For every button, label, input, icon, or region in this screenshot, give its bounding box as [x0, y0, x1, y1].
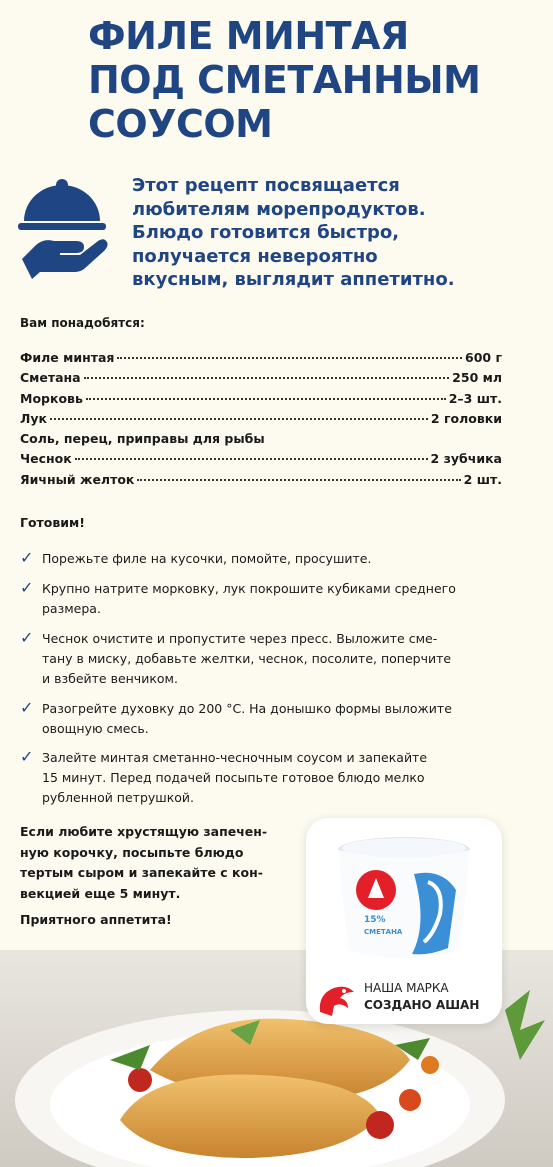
step-line: Чеснок очистите и пропустите через пресс. Выложите сме-: [42, 631, 438, 646]
title-line: ПОД СМЕТАННЫМ: [88, 58, 481, 102]
brand-tagline: НАША МАРКА: [364, 981, 449, 995]
product-card: [306, 818, 502, 1024]
intro-line: получается невероятно: [132, 245, 378, 267]
ingredient-name: Соль, перец, приправы для рыбы: [20, 431, 265, 447]
ingredient-list: [20, 350, 502, 492]
ingredient-amount: 2 зубчика: [430, 451, 502, 467]
ingredient-amount: 250 мл: [452, 370, 502, 386]
step-text: [42, 629, 451, 689]
ingredient-name: Морковь: [20, 390, 83, 406]
step-line: рубленной петрушкой.: [42, 790, 195, 805]
product-name: СМЕТАНА: [364, 928, 403, 936]
recipe-title: [88, 14, 528, 146]
title-line: СОУСОМ: [88, 102, 273, 146]
ingredient-name: Яичный желток: [20, 471, 135, 487]
ingredient-row: [20, 350, 502, 370]
ingredient-amount: 2 головки: [430, 410, 502, 426]
step-text: [42, 579, 456, 619]
step-line: тану в миску, добавьте желтки, чеснок, посолите, поперчите: [42, 651, 452, 666]
chef-cloche-hand-icon: [14, 175, 110, 279]
step-line: Залейте минтая сметанно-чесночным соусом и запекайте: [42, 750, 428, 765]
brand-name: СОЗДАНО АШАН: [364, 998, 480, 1012]
dot-leader: [117, 357, 462, 359]
ingredient-amount: 2–3 шт.: [448, 390, 502, 406]
tip-line: тертым сыром и запекайте с кон-: [20, 865, 263, 880]
intro-line: вкусным, выглядит аппетитно.: [132, 269, 455, 290]
ingredient-row: [20, 391, 502, 411]
check-icon: ✓: [20, 628, 34, 647]
ingredient-row: [20, 431, 502, 451]
check-icon: ✓: [20, 747, 34, 766]
dot-leader: [84, 377, 450, 379]
step-item: [20, 549, 510, 569]
ingredient-row: [20, 370, 502, 390]
ingredient-row: [20, 411, 502, 431]
ingredient-name: Лук: [20, 410, 48, 426]
ingredient-name: Филе минтая: [20, 350, 115, 365]
ingredient-row: [20, 451, 502, 471]
step-line: и взбейте венчиком.: [42, 671, 178, 686]
tip-text: [20, 822, 310, 904]
step-text: [42, 549, 371, 569]
dot-leader: [75, 458, 428, 460]
step-text: [42, 699, 452, 739]
ingredients-heading: Вам понадобятся:: [20, 316, 145, 330]
dot-leader: [86, 398, 446, 400]
step-line: 15 минут. Перед подачей посыпьте готовое блюдо мелко: [42, 770, 425, 785]
step-line: овощную смесь.: [42, 721, 149, 736]
auchan-bird-logo: [314, 980, 358, 1020]
bon-appetit: Приятного аппетита!: [20, 912, 172, 927]
step-line: Разогрейте духовку до 200 °С. На донышко формы выложите: [42, 701, 452, 716]
ingredient-name: Сметана: [20, 370, 81, 386]
dot-leader: [50, 418, 428, 420]
dot-leader: [137, 479, 460, 481]
ingredient-row: [20, 472, 502, 492]
step-line: Крупно натрите морковку, лук покрошите кубиками среднего: [42, 581, 456, 596]
intro-line: Блюдо готовится быстро,: [132, 222, 400, 243]
check-icon: ✓: [20, 698, 34, 717]
check-icon: ✓: [20, 548, 34, 567]
step-item: [20, 579, 510, 619]
step-item: [20, 629, 510, 689]
intro-line: Этот рецепт посвящается: [132, 175, 400, 196]
step-item: [20, 748, 510, 808]
title-line: ФИЛЕ МИНТАЯ: [88, 14, 409, 58]
ingredient-amount: 2 шт.: [463, 471, 502, 487]
product-percent: 15%: [364, 915, 386, 925]
step-line: размера.: [42, 601, 101, 616]
ingredient-name: Чеснок: [20, 451, 72, 467]
sour-cream-tub-image: [332, 834, 476, 966]
step-line: Порежьте филе на кусочки, помойте, просушите.: [42, 551, 372, 566]
tip-line: ную корочку, посыпьте блюдо: [20, 844, 244, 860]
cooking-heading: Готовим!: [20, 515, 85, 530]
step-text: [42, 748, 427, 808]
ingredient-amount: 600 г: [465, 350, 502, 365]
step-item: [20, 699, 510, 739]
tip-line: Если любите хрустящую запечен-: [20, 824, 268, 839]
check-icon: ✓: [20, 578, 34, 597]
intro-line: любителям морепродуктов.: [132, 198, 426, 220]
tip-line: векцией еще 5 минут.: [20, 885, 181, 901]
intro-text: [132, 174, 542, 292]
